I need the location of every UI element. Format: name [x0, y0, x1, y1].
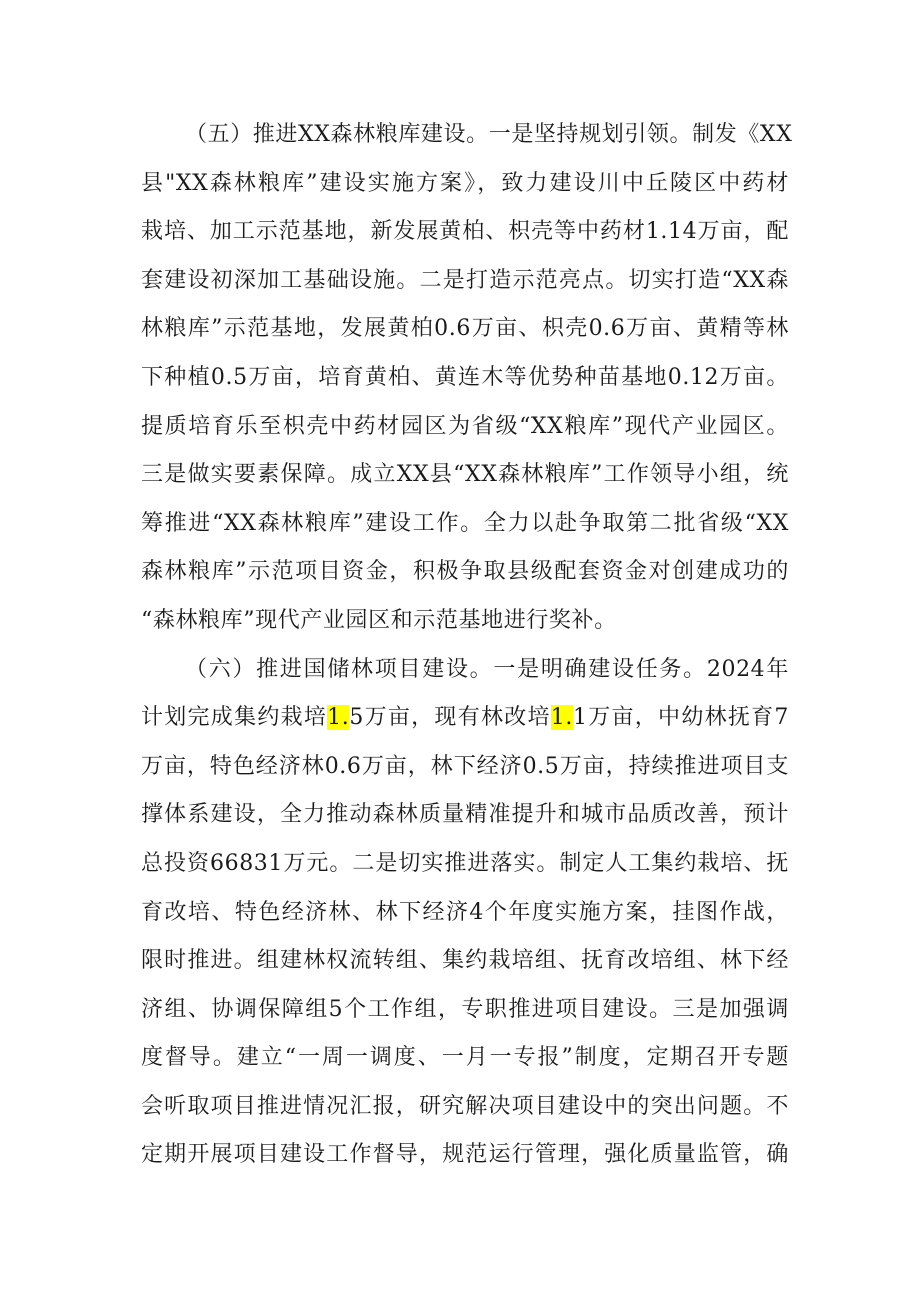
text-line: 套建设初深加工基础设施。二是打造示范亮点。切实打造“XX森 — [141, 267, 789, 293]
text-segment: 计划完成集约栽培 — [141, 705, 328, 731]
text-line: 栽培、加工示范基地，新发展黄柏、枳壳等中药材1.14万亩，配 — [141, 219, 789, 245]
text-line: 县"XX森林粮库”建设实施方案》，致力建设川中丘陵区中药材 — [141, 170, 789, 196]
text-line: 限时推进。组建林权流转组、集约栽培组、抚育改培组、林下经 — [141, 948, 789, 974]
document-body — [141, 111, 793, 1180]
text-line: 三是做实要素保障。成立XX县“XX森林粮库”工作领导小组，统 — [141, 462, 789, 488]
text-line: 筹推进“XX森林粮库”建设工作。全力以赴争取第二批省级“XX — [141, 510, 789, 536]
text-line: 林粮库”示范基地，发展黄柏0.6万亩、枳壳0.6万亩、黄精等林 — [141, 316, 789, 342]
text-line: “森林粮库”现代产业园区和示范基地进行奖补。 — [141, 607, 617, 633]
text-line: （六）推进国储林项目建设。一是明确建设任务。2024年 — [185, 656, 789, 682]
text-line: 会听取项目推进情况汇报，研究解决项目建设中的突出问题。不 — [141, 1093, 789, 1119]
text-line: 济组、协调保障组5个工作组，专职推进项目建设。三是加强调 — [141, 996, 789, 1022]
text-line: 撑体系建设，全力推动森林质量精准提升和城市品质改善，预计 — [141, 802, 789, 828]
text-line: 育改培、特色经济林、林下经济4个年度实施方案，挂图作战， — [141, 899, 789, 925]
text-line: 下种植0.5万亩，培育黄柏、黄连木等优势种苗基地0.12万亩。 — [141, 364, 789, 390]
text-segment: 1万亩，中幼林抚育7 — [572, 705, 789, 731]
highlighted-number: 1. — [327, 705, 350, 731]
text-line: 万亩，特色经济林0.6万亩，林下经济0.5万亩，持续推进项目支 — [141, 753, 789, 779]
text-line: 森林粮库”示范项目资金，积极争取县级配套资金对创建成功的 — [141, 559, 789, 585]
text-line: 定期开展项目建设工作督导，规范运行管理，强化质量监管，确 — [141, 1142, 789, 1168]
text-line: 度督导。建立“一周一调度、一月一专报”制度，定期召开专题 — [141, 1045, 789, 1071]
paragraph-national-reserve-forest — [141, 646, 789, 1181]
highlighted-number: 1. — [550, 705, 573, 731]
text-line: 提质培育乐至枳壳中药材园区为省级“XX粮库”现代产业园区。 — [141, 413, 789, 439]
paragraph-forest-granary — [141, 111, 793, 646]
text-segment: 5万亩，现有林改培 — [349, 705, 551, 731]
text-line: （五）推进XX森林粮库建设。一是坚持规划引领。制发《XX — [185, 122, 793, 147]
text-line-with-highlights — [141, 694, 789, 743]
text-line: 总投资66831万元。二是切实推进落实。制定人工集约栽培、抚 — [141, 850, 789, 876]
